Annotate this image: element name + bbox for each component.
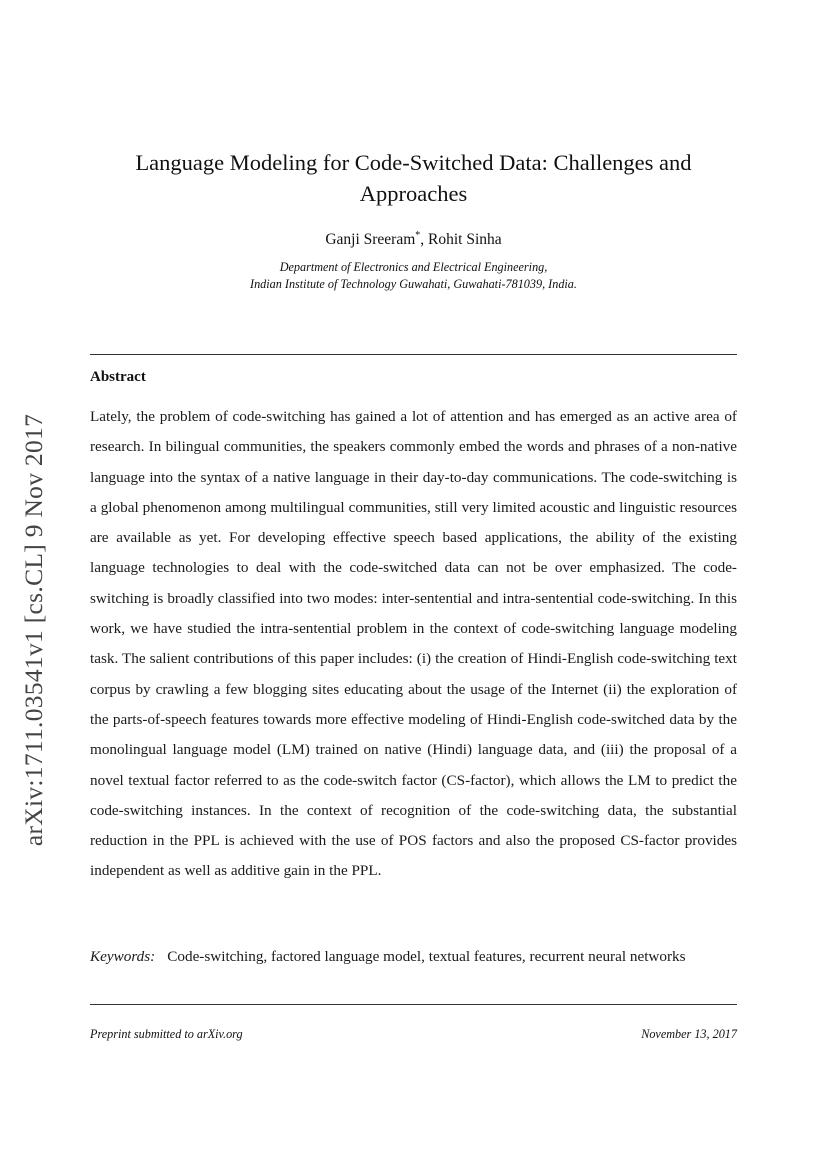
abstract-text: Lately, the problem of code-switching has gained a lot of attention and has emerged as an active area of research. In bilingual communities, the speakers commonly embed the words and phrases of a non-native language into the syntax of a native language in their day-to-day communications. The code-switching is a global phenomenon among multilingual communities, still very limited acoustic and linguistic resources are available as yet. For developing effective speech based applications, the ability of the existing language technologies to deal with the code-switched data can not be over emphasized. The code-switching is broadly classified into two modes: inter-sentential and intra-sentential code-switching. In this work, we have studied the intra-sentential problem in the context of code-switching language modeling task. The salient contributions of this paper includes: (i) the creation of Hindi-English code-switching text corpus by crawling a few blogging sites educating about the usage of the Internet (ii) the exploration of the parts-of-speech features towards more effective modeling of Hindi-English code-switched data by the monolingual language model (LM) trained on native (Hindi) language data, and (iii) the proposal of a novel textual factor referred to as the code-switch factor (CS-factor), which allows the LM to predict the code-switching instances. In the context of recognition of the code-switching data, the substantial reduction in the PPL is achieved with the use of POS factors and also the proposed CS-factor provides independent as well as additive gain in the PPL. bbox=[90, 408, 737, 880]
abstract-top-rule bbox=[90, 354, 737, 355]
paper-title bbox=[90, 147, 737, 209]
author-1: Ganji Sreeram bbox=[325, 231, 416, 249]
affiliation-line-1: Department of Electronics and Electrical Engineering, bbox=[279, 260, 548, 274]
keywords bbox=[90, 942, 730, 972]
abstract-bottom-rule bbox=[90, 1004, 737, 1005]
title-line-1: Language Modeling for Code-Switched Data: Challenges and bbox=[135, 150, 692, 175]
abstract-heading: Abstract bbox=[90, 369, 146, 385]
arxiv-identifier: arXiv:1711.03541v1 [cs.CL] 9 Nov 2017 bbox=[19, 413, 48, 847]
author-separator: , bbox=[420, 231, 429, 249]
affiliation bbox=[90, 259, 737, 292]
keywords-label: Keywords: bbox=[90, 948, 156, 965]
author-list bbox=[90, 230, 737, 249]
affiliation-line-2: Indian Institute of Technology Guwahati, Guwahati-781039, India. bbox=[250, 276, 577, 291]
author-2: Rohit Sinha bbox=[428, 231, 502, 249]
author-1-footnote-mark: * bbox=[415, 230, 421, 241]
keywords-text: Code-switching, factored language model, textual features, recurrent neural networks bbox=[167, 948, 686, 965]
arxiv-sidebar bbox=[14, 365, 54, 895]
footer-preprint-note: Preprint submitted to arXiv.org bbox=[90, 1027, 243, 1041]
footer-date: November 13, 2017 bbox=[641, 1027, 737, 1041]
title-line-2: Approaches bbox=[359, 181, 468, 206]
